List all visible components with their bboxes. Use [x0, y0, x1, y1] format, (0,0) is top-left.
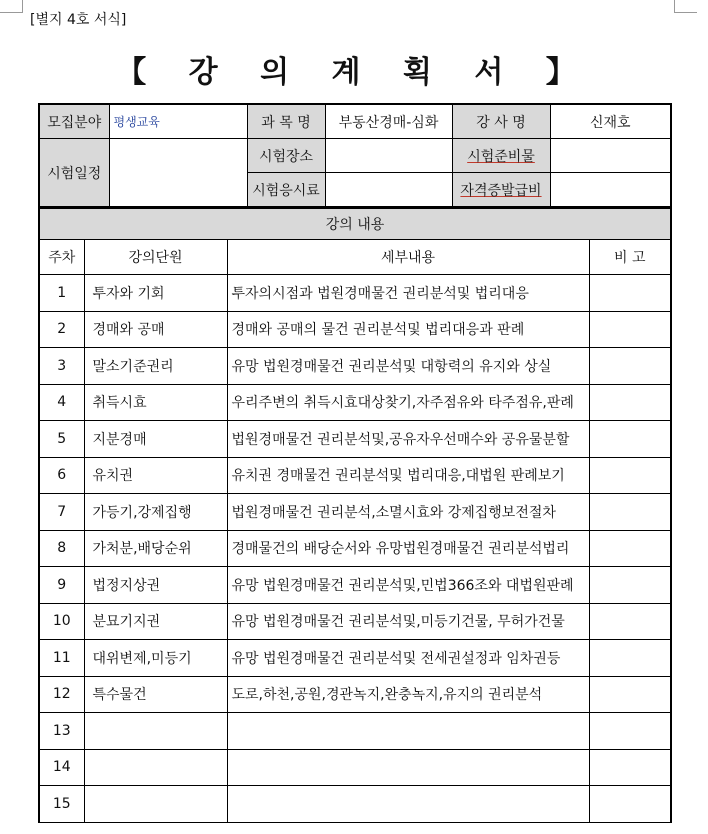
unit-cell[interactable]: 특수물건 [84, 676, 227, 713]
detail-cell[interactable] [227, 786, 589, 823]
detail-cell[interactable] [227, 713, 589, 750]
unit-cell[interactable] [84, 786, 227, 823]
detail-cell[interactable] [227, 749, 589, 786]
note-cell[interactable] [589, 786, 671, 823]
detail-cell[interactable]: 법원경매물건 권리분석,소멸시효와 강제집행보전절차 [227, 494, 589, 531]
table-row [39, 640, 671, 677]
week-cell: 2 [39, 311, 84, 348]
table-row [39, 676, 671, 713]
week-cell: 1 [39, 275, 84, 312]
plan-body [39, 275, 671, 823]
unit-cell[interactable] [84, 749, 227, 786]
table-row [39, 786, 671, 823]
instructor-value[interactable]: 신재호 [550, 104, 671, 139]
note-cell[interactable] [589, 567, 671, 604]
section-title: 강의 내용 [39, 208, 671, 240]
table-row [39, 713, 671, 750]
detail-cell[interactable]: 법원경매물건 권리분석및,공유자우선매수와 공유물분할 [227, 421, 589, 458]
unit-cell[interactable]: 투자와 기회 [84, 275, 227, 312]
detail-cell[interactable]: 경매와 공매의 물건 권리분석및 법리대응과 판례 [227, 311, 589, 348]
detail-cell[interactable]: 유망 법원경매물건 권리분석및,미등기건물, 무허가건물 [227, 603, 589, 640]
note-cell[interactable] [589, 421, 671, 458]
exam-schedule-label: 시험일정 [39, 139, 109, 208]
form-label: [별지 4호 서식] [30, 12, 127, 28]
unit-cell[interactable]: 유치권 [84, 457, 227, 494]
table-row [39, 384, 671, 421]
week-cell: 11 [39, 640, 84, 677]
table-row [39, 311, 671, 348]
exam-place-value[interactable] [325, 139, 452, 173]
exam-prep-value[interactable] [550, 139, 671, 173]
table-row [39, 457, 671, 494]
page-corner-mark-left [0, 0, 23, 13]
detail-cell[interactable]: 유망 법원경매물건 권리분석및,민법366조와 대법원판례 [227, 567, 589, 604]
header-detail: 세부내용 [227, 240, 589, 275]
detail-cell[interactable]: 유망 법원경매물건 권리분석및 전세권설정과 임차권등 [227, 640, 589, 677]
week-cell: 7 [39, 494, 84, 531]
note-cell[interactable] [589, 640, 671, 677]
week-cell: 12 [39, 676, 84, 713]
detail-cell[interactable]: 경매물건의 배당순서와 유망법원경매물건 권리분석법리 [227, 530, 589, 567]
table-row [39, 749, 671, 786]
note-cell[interactable] [589, 457, 671, 494]
instructor-label: 강 사 명 [452, 104, 550, 139]
table-row [39, 530, 671, 567]
unit-cell[interactable]: 가처분,배당순위 [84, 530, 227, 567]
unit-cell[interactable]: 대위변제,미등기 [84, 640, 227, 677]
unit-cell[interactable]: 법정지상권 [84, 567, 227, 604]
unit-cell[interactable]: 가등기,강제집행 [84, 494, 227, 531]
table-row [39, 275, 671, 312]
exam-schedule-value[interactable] [109, 139, 247, 208]
week-cell: 6 [39, 457, 84, 494]
exam-place-label: 시험장소 [247, 139, 325, 173]
note-cell[interactable] [589, 348, 671, 385]
note-cell[interactable] [589, 603, 671, 640]
table-row [39, 348, 671, 385]
week-cell: 14 [39, 749, 84, 786]
subject-label: 과 목 명 [247, 104, 325, 139]
table-row [39, 567, 671, 604]
detail-cell[interactable]: 유치권 경매물건 권리분석및 법리대응,대법원 판례보기 [227, 457, 589, 494]
header-unit: 강의단원 [84, 240, 227, 275]
week-cell: 3 [39, 348, 84, 385]
exam-prep-label [452, 139, 550, 173]
page-corner-mark-right [674, 0, 697, 13]
table-row [39, 494, 671, 531]
detail-cell[interactable]: 우리주변의 취득시효대상찾기,자주점유와 타주점유,판례 [227, 384, 589, 421]
unit-cell[interactable]: 말소기준권리 [84, 348, 227, 385]
detail-cell[interactable]: 유망 법원경매물건 권리분석및 대항력의 유지와 상실 [227, 348, 589, 385]
note-cell[interactable] [589, 311, 671, 348]
week-cell: 15 [39, 786, 84, 823]
week-cell: 5 [39, 421, 84, 458]
week-cell: 13 [39, 713, 84, 750]
exam-prep-label-text: 시험준비물 [467, 148, 535, 165]
note-cell[interactable] [589, 713, 671, 750]
week-cell: 9 [39, 567, 84, 604]
header-week: 주차 [39, 240, 84, 275]
note-cell[interactable] [589, 749, 671, 786]
exam-fee-label: 시험응시료 [247, 173, 325, 208]
unit-cell[interactable]: 취득시효 [84, 384, 227, 421]
note-cell[interactable] [589, 676, 671, 713]
unit-cell[interactable] [84, 713, 227, 750]
cert-fee-label-text: 자격증발급비 [460, 182, 542, 199]
detail-cell[interactable]: 도로,하천,공원,경관녹지,완충녹지,유지의 권리분석 [227, 676, 589, 713]
cert-fee-label [452, 173, 550, 208]
week-cell: 4 [39, 384, 84, 421]
header-note: 비 고 [589, 240, 671, 275]
week-cell: 10 [39, 603, 84, 640]
table-row [39, 421, 671, 458]
subject-value[interactable]: 부동산경매-심화 [325, 104, 452, 139]
note-cell[interactable] [589, 494, 671, 531]
detail-cell[interactable]: 투자의시점과 법원경매물건 권리분석및 법리대응 [227, 275, 589, 312]
note-cell[interactable] [589, 530, 671, 567]
exam-fee-value[interactable] [325, 173, 452, 208]
document-title: 【 강 의 계 획 서 】 [116, 55, 592, 90]
cert-fee-value[interactable] [550, 173, 671, 208]
lecture-plan-table [38, 207, 672, 823]
note-cell[interactable] [589, 275, 671, 312]
unit-cell[interactable]: 경매와 공매 [84, 311, 227, 348]
unit-cell[interactable]: 분묘기지권 [84, 603, 227, 640]
note-cell[interactable] [589, 384, 671, 421]
table-row [39, 603, 671, 640]
unit-cell[interactable]: 지분경매 [84, 421, 227, 458]
field-label: 모집분야 [39, 104, 109, 139]
week-cell: 8 [39, 530, 84, 567]
field-value[interactable]: 평생교육 [109, 104, 247, 139]
info-table [38, 103, 672, 208]
